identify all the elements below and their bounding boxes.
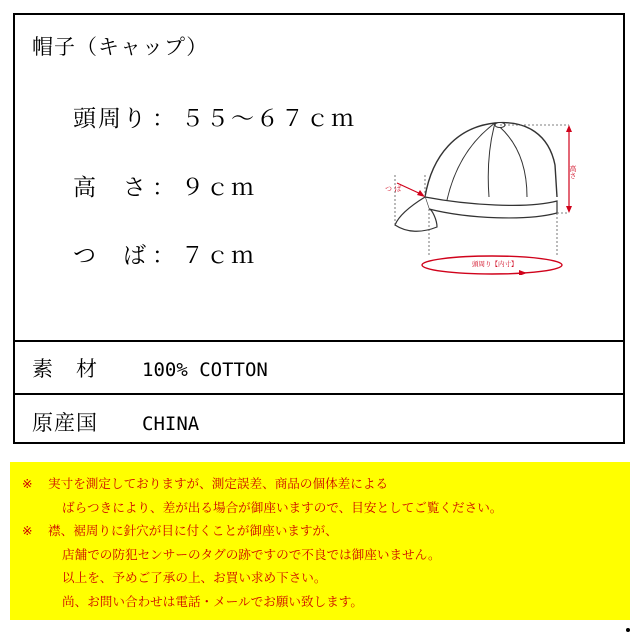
spec-head-circumference xyxy=(73,100,356,133)
cap-band xyxy=(425,197,557,218)
product-title: 帽子（キャップ） xyxy=(32,35,209,59)
circumference-label: 頭周り【内寸】 xyxy=(472,260,518,268)
arrowhead xyxy=(566,206,572,213)
cap-seam xyxy=(488,123,495,197)
corner-dot xyxy=(626,628,630,632)
brim-label: つ ば xyxy=(385,185,402,193)
notice-line: 尚、お問い合わせは電話・メールでお願い致します。 xyxy=(62,593,363,609)
spec-label: つ ば xyxy=(73,243,148,269)
spec-separator: ： xyxy=(152,175,177,201)
notice-mark: ※ xyxy=(22,523,33,538)
notice-line: 以上を、予めご了承の上、お買い求め下さい。 xyxy=(62,570,327,585)
notice-line: ※ 実寸を測定しておりますが、測定誤差、商品の個体差による xyxy=(22,472,620,496)
material-label: 素 材 xyxy=(32,357,98,381)
notice-line: ※ 襟、裾周りに針穴が目に付くことが御座いますが、 xyxy=(22,519,620,543)
material-row xyxy=(32,353,268,383)
section-divider xyxy=(15,340,623,342)
cap-measurement-diagram xyxy=(377,105,577,275)
origin-value: CHINA xyxy=(142,413,200,435)
notice-line: 店舗での防犯センサーのタグの跡ですので不良では御座いません。 xyxy=(62,546,441,562)
spec-value: ９ｃｍ xyxy=(181,175,256,201)
spec-brim xyxy=(73,237,256,270)
spec-label: 頭周り xyxy=(73,106,148,132)
cap-seam xyxy=(447,123,495,200)
cap-seam xyxy=(495,123,527,197)
arrowhead xyxy=(566,125,572,132)
origin-row xyxy=(32,407,199,437)
spec-label: 高 さ xyxy=(73,175,148,201)
spec-separator: ： xyxy=(152,243,177,269)
spec-value: ７ｃｍ xyxy=(181,243,256,269)
spec-height xyxy=(73,169,256,202)
height-label: 高さ xyxy=(569,165,577,179)
spec-value: ５５～６７ｃｍ xyxy=(181,106,356,132)
notice-mark: ※ xyxy=(22,476,33,491)
notice-line: ばらつきにより、差が出る場合が御座いますので、目安としてご覧ください。 xyxy=(62,499,503,515)
cap-crown-outline xyxy=(425,123,557,197)
arrowhead xyxy=(417,190,425,197)
spec-separator: ： xyxy=(152,106,177,132)
product-info-panel xyxy=(13,13,625,444)
section-divider xyxy=(15,393,623,395)
origin-label: 原産国 xyxy=(32,411,98,435)
material-value: 100% COTTON xyxy=(142,359,268,381)
notice-box xyxy=(10,462,630,620)
size-section xyxy=(15,15,623,340)
